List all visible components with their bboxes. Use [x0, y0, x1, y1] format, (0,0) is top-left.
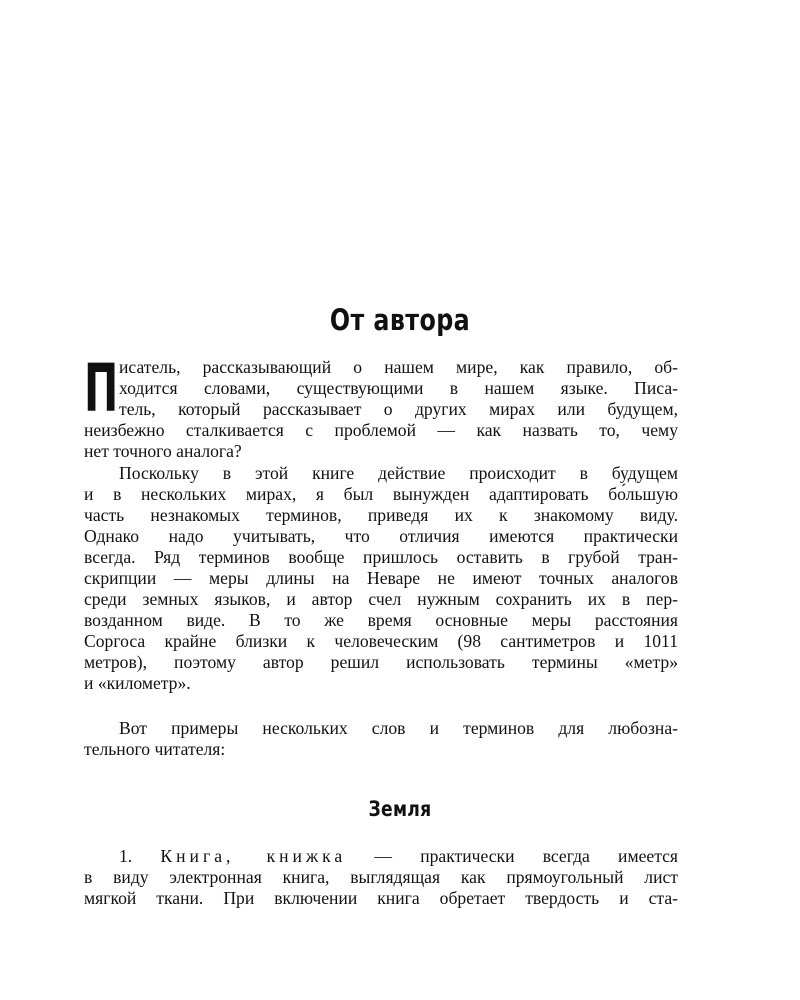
- entry-line: в виду электронная книга, выглядящая как прямоугольный лист: [84, 867, 678, 887]
- entry-term: Книга, книжка: [160, 846, 347, 866]
- paragraph-line: и в нескольких мирах, я был вынужден адаптировать бо́льшую: [84, 484, 678, 504]
- entry-number: 1.: [119, 846, 133, 866]
- intro-line: неизбежно сталкивается с проблемой — как назвать то, чему: [84, 420, 678, 440]
- intro-line: тель, который рассказывает о других мирах или будущем,: [119, 399, 678, 419]
- paragraph-line: скрипции — меры длины на Неваре не имеют точных аналогов: [84, 568, 678, 588]
- paragraph-line: метров), поэтому автор решил использовать термины «метр»: [84, 652, 678, 672]
- intro-line: ходится словами, существующими в нашем языке. Писа-: [119, 378, 678, 398]
- paragraph-line: тельного читателя:: [84, 739, 226, 759]
- entry-line: мягкой ткани. При включении книга обретает твердость и ста-: [84, 888, 678, 908]
- paragraph-line: возданном виде. В то же время основные меры расстояния: [84, 610, 678, 630]
- section-title: Земля: [368, 797, 432, 821]
- paragraph-line: и «километр».: [84, 673, 191, 693]
- paragraph-line: всегда. Ряд терминов вообще пришлось оставить в грубой тран-: [84, 547, 678, 567]
- chapter-title: От автора: [329, 303, 471, 337]
- paragraph-line: среди земных языков, и автор счел нужным сохранить их в пер-: [84, 589, 678, 609]
- paragraph-line: Соргоса крайне близки к человеческим (98 сантиметров и 1011: [84, 631, 678, 651]
- paragraph-line: Однако надо учитывать, что отличия имеются практически: [84, 526, 678, 546]
- drop-cap: П: [84, 350, 119, 427]
- entry-text: — практически всегда имеется: [374, 846, 679, 866]
- paragraph-line: Поскольку в этой книге действие происходит в будущем: [119, 463, 678, 483]
- paragraph-line: Вот примеры нескольких слов и терминов для любозна-: [119, 718, 678, 738]
- entry-first-line: [119, 846, 678, 867]
- paragraph-line: часть незнакомых терминов, приведя их к знакомому виду.: [84, 505, 678, 525]
- intro-line: нет точного аналога?: [84, 441, 242, 461]
- intro-line: исатель, рассказывающий о нашем мире, как правило, об-: [119, 357, 678, 377]
